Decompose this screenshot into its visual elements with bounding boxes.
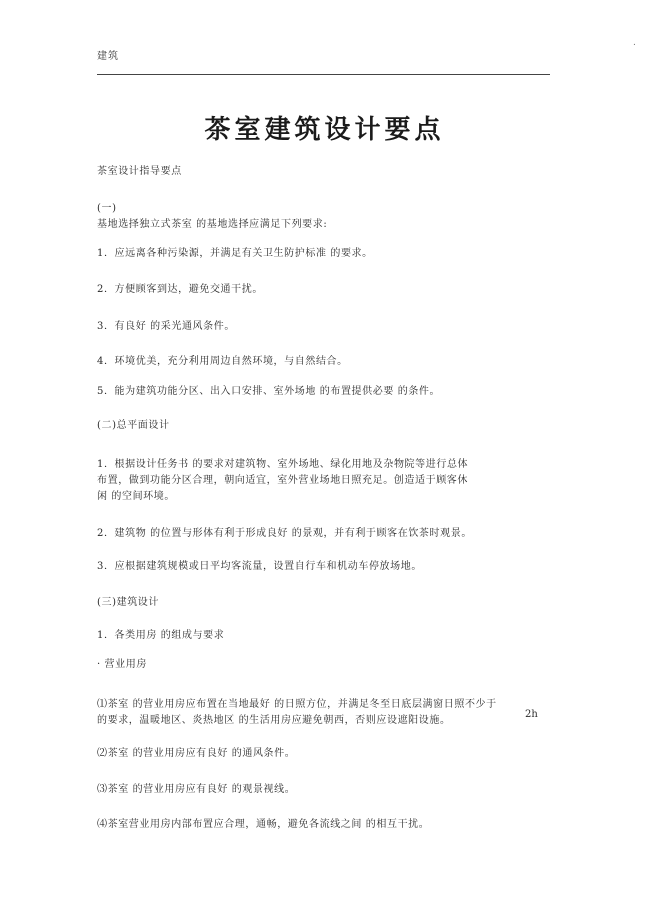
layout-item-1-line-2: 布置，做到功能分区合理，朝向适宜，室外营业场地日照充足。创造适于顾客休 <box>97 475 468 486</box>
layout-item-1-line-3: 闲 的空间环境。 <box>97 491 175 502</box>
rooms-item-4: ⑷茶室营业用房内部布置应合理，通畅，避免各流线之间 的相互干扰。 <box>97 819 430 830</box>
business-rooms-label: · 营业用房 <box>97 659 147 670</box>
rooms-item-2: ⑵茶室 的营业用房应有良好 的通风条件。 <box>97 748 296 759</box>
sunlight-hours-note: 2h <box>525 709 538 720</box>
corner-mark: . <box>633 38 636 48</box>
rooms-item-3: ⑶茶室 的营业用房应有良好 的观景视线。 <box>97 784 296 795</box>
layout-item-3: 3．应根据建筑规模或日平均客流量，设置自行车和机动车停放场地。 <box>97 561 422 572</box>
site-item-5: 5．能为建筑功能分区、出入口安排、室外场地 的布置提供必要 的条件。 <box>97 386 441 397</box>
section-heading-2: (二)总平面设计 <box>97 420 170 431</box>
section-heading-3: (三)建筑设计 <box>97 597 160 608</box>
layout-item-2: 2．建筑物 的位置与形体有利于形成良好 的景观，并有利于顾客在饮茶时观景。 <box>97 528 472 539</box>
section-marker-1: (一) <box>97 203 117 214</box>
site-item-1: 1．应远离各种污染源，并满足有关卫生防护标准 的要求。 <box>97 248 373 259</box>
site-item-3: 3．有良好 的采光通风条件。 <box>97 321 235 332</box>
rooms-subheading: 1．各类用房 的组成与要求 <box>97 630 225 641</box>
site-selection-intro: 基地选择独立式茶室 的基地选择应满足下列要求: <box>97 219 328 230</box>
running-header: 建筑 <box>97 51 119 62</box>
intro-heading: 茶室设计指导要点 <box>97 166 182 177</box>
rooms-item-1-line-1: ⑴茶室 的营业用房应布置在当地最好 的日照方位，并满足冬至日底层满窗日照不少于 <box>97 699 497 710</box>
header-rule <box>97 74 550 75</box>
rooms-item-1-line-2: 的要求，温暖地区、炎热地区 的生活用房应避免朝西，否则应设遮阳设施。 <box>97 715 451 726</box>
site-item-4: 4．环境优美，充分利用周边自然环境，与自然结合。 <box>97 356 348 367</box>
site-item-2: 2．方便顾客到达，避免交通干扰。 <box>97 284 263 295</box>
layout-item-1-line-1: 1．根据设计任务书 的要求对建筑物、室外场地、绿化用地及杂物院等进行总体 <box>97 459 469 470</box>
document-title: 茶室建筑设计要点 <box>204 115 445 146</box>
